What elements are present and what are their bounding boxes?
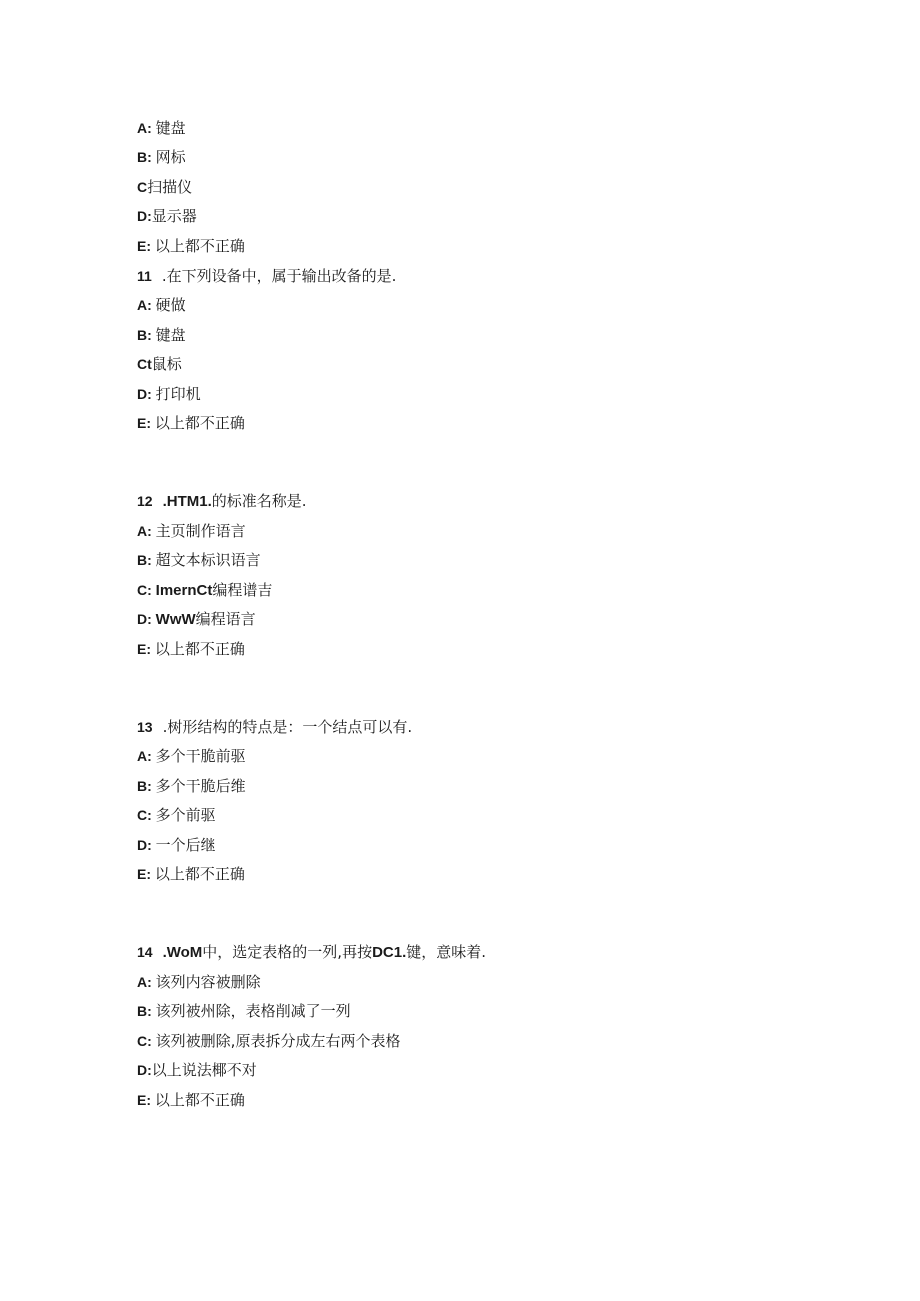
option-line <box>137 1028 400 1054</box>
option-label: D: <box>137 208 152 224</box>
option-text: 多个干脆后维 <box>155 777 246 795</box>
option-line <box>137 381 201 407</box>
question-text: 的标准名称是. <box>211 492 307 510</box>
option-label: A: <box>137 120 156 136</box>
option-latin: WwW <box>155 611 196 628</box>
option-label: D: <box>137 611 156 627</box>
option-text: 编程语言 <box>195 610 256 628</box>
option-text: 扫描仪 <box>147 178 193 196</box>
option-text: 以上都不正确 <box>154 414 245 432</box>
option-label: E: <box>137 641 155 657</box>
question-latin: .HTM1. <box>162 493 212 510</box>
option-text: 编程谱吉 <box>212 581 273 599</box>
option-line <box>137 743 246 769</box>
option-text: 多个前驱 <box>155 806 216 824</box>
option-label: B: <box>137 1003 156 1019</box>
option-line <box>137 1057 257 1083</box>
option-label: B: <box>137 149 156 165</box>
option-label: E: <box>137 415 155 431</box>
question-number: 13 <box>137 719 153 735</box>
option-text: 键盘 <box>155 119 186 137</box>
option-text: 显示器 <box>151 207 197 225</box>
option-text: 超文本标识语言 <box>155 551 261 569</box>
question-latin-key: DC1. <box>372 944 407 961</box>
option-text: 一个后继 <box>155 836 216 854</box>
option-line <box>137 518 246 544</box>
option-text: 该列内容被删除 <box>155 973 261 991</box>
option-line <box>137 773 246 799</box>
option-line <box>137 636 245 662</box>
option-text: 打印机 <box>155 385 201 403</box>
option-label: B: <box>137 552 156 568</box>
option-label: D: <box>137 837 156 853</box>
option-line <box>137 998 351 1024</box>
option-label: E: <box>137 866 155 882</box>
option-line <box>137 547 261 573</box>
option-line <box>137 606 256 632</box>
question-line <box>137 714 412 740</box>
option-label: Ct <box>137 356 152 372</box>
option-label: C: <box>137 1033 156 1049</box>
question-number: 11 <box>137 268 152 284</box>
option-label: A: <box>137 974 156 990</box>
option-line <box>137 861 245 887</box>
option-latin: ImernCt <box>155 582 213 599</box>
option-label: C: <box>137 807 156 823</box>
option-line <box>137 292 186 318</box>
question-line <box>137 939 486 965</box>
option-text: 以上都不正确 <box>154 1091 245 1109</box>
option-label: A: <box>137 297 156 313</box>
option-label: C <box>137 179 148 195</box>
question-text-end: 键，意味着. <box>406 943 487 961</box>
option-line <box>137 233 245 259</box>
option-text: 以上都不正确 <box>154 640 245 658</box>
option-line <box>137 1087 245 1113</box>
option-line <box>137 410 245 436</box>
option-line <box>137 115 186 141</box>
question-number: 12 <box>137 493 153 509</box>
option-label: D: <box>137 386 156 402</box>
option-line <box>137 351 182 377</box>
option-text: 以上都不正确 <box>154 237 245 255</box>
option-text: 鼠标 <box>151 355 182 373</box>
option-label: C: <box>137 582 156 598</box>
option-line <box>137 174 192 200</box>
question-text: .树形结构的特点是：一个结点可以有. <box>162 718 413 736</box>
question-text: .在下列设备中，属于输出改备的是. <box>161 267 397 285</box>
question-text: 中，选定表格的一列,再按 <box>202 943 373 961</box>
option-text: 该列被删除,原表拆分成左右两个表格 <box>155 1032 401 1050</box>
option-label: B: <box>137 778 156 794</box>
question-number: 14 <box>137 944 153 960</box>
option-text: 以上说法椰不对 <box>151 1061 257 1079</box>
option-label: E: <box>137 238 155 254</box>
option-text: 网标 <box>155 148 186 166</box>
question-line <box>137 488 307 514</box>
option-line <box>137 203 197 229</box>
option-text: 以上都不正确 <box>154 865 245 883</box>
option-line <box>137 832 216 858</box>
question-line <box>137 263 396 289</box>
option-label: B: <box>137 327 156 343</box>
option-line <box>137 969 261 995</box>
option-line <box>137 322 186 348</box>
option-text: 硬做 <box>155 296 186 314</box>
option-label: A: <box>137 748 156 764</box>
option-text: 该列被州除，表格削减了一列 <box>155 1002 351 1020</box>
option-text: 多个干脆前驱 <box>155 747 246 765</box>
option-label: A: <box>137 523 156 539</box>
option-text: 键盘 <box>155 326 186 344</box>
option-line <box>137 802 216 828</box>
option-line <box>137 144 186 170</box>
option-line <box>137 577 272 603</box>
option-text: 主页制作语言 <box>155 522 246 540</box>
option-label: E: <box>137 1092 155 1108</box>
question-latin: .WoM <box>162 944 203 961</box>
option-label: D: <box>137 1062 152 1078</box>
